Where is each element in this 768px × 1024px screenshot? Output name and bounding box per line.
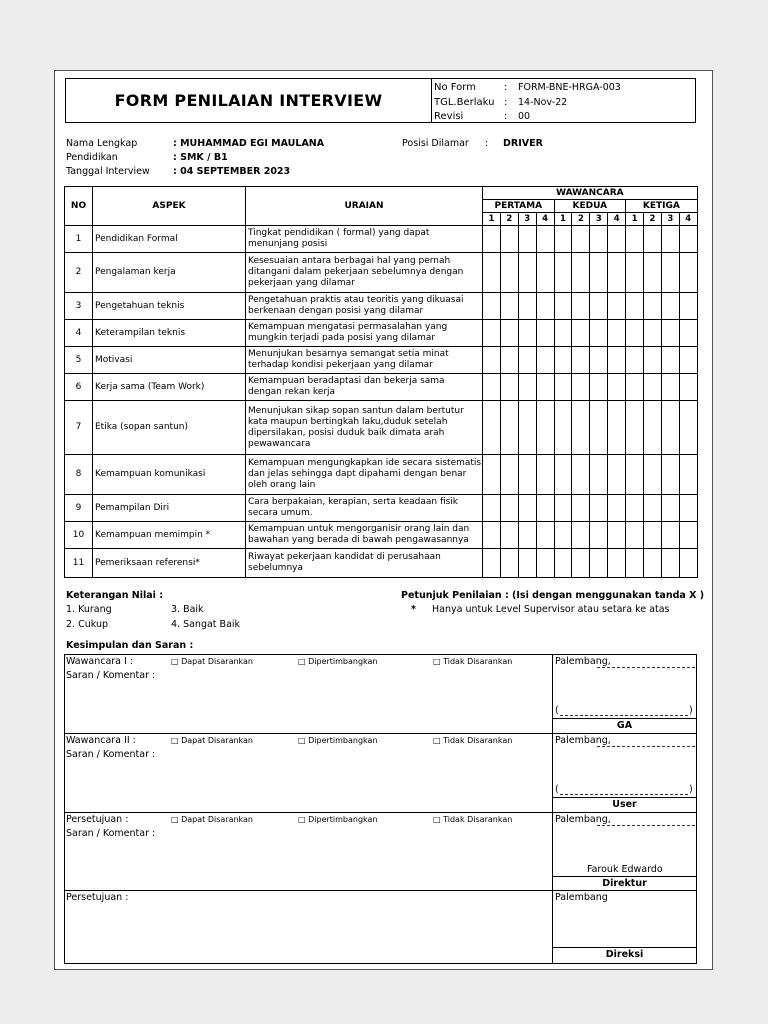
score-cell[interactable] [554, 522, 572, 549]
score-cell[interactable] [644, 522, 662, 549]
score-cell[interactable] [679, 320, 697, 347]
score-cell[interactable] [679, 226, 697, 253]
score-cell[interactable] [518, 401, 536, 455]
uraian-line: sebelumnya [248, 563, 303, 573]
meta-sep: : [504, 97, 508, 108]
legend-item-cukup: 2. Cukup [66, 619, 108, 630]
score-col-header: 2 [500, 213, 518, 226]
score-cell[interactable] [483, 401, 501, 455]
meta-value-no-form: FORM-BNE-HRGA-003 [518, 82, 621, 93]
score-cell[interactable] [626, 374, 644, 401]
score-cell[interactable] [483, 226, 501, 253]
uraian-line: Kemampuan mengatasi permasalahan yang [248, 322, 448, 332]
date-value: : 04 SEPTEMBER 2023 [173, 166, 291, 177]
uraian-line: Menunjukan sikap sopan santun dalam bertutur [248, 405, 464, 416]
role-direktur: Direktur [602, 878, 647, 889]
score-cell[interactable] [590, 374, 608, 401]
score-col-header: 2 [644, 213, 662, 226]
meta-value-revisi: 00 [518, 111, 531, 122]
uraian-line: mungkin terjadi pada posisi yang dilamar [248, 333, 436, 343]
score-cell[interactable] [500, 522, 518, 549]
score-cell[interactable] [661, 253, 679, 293]
row-no: 1 [65, 226, 93, 253]
option-tidak-disarankan[interactable]: □ Tidak Disarankan [433, 736, 513, 745]
score-cell[interactable] [518, 495, 536, 522]
score-cell[interactable] [536, 401, 554, 455]
paren-close: ) [689, 705, 693, 716]
score-cell[interactable] [679, 401, 697, 455]
score-cell[interactable] [679, 495, 697, 522]
score-cell[interactable] [661, 320, 679, 347]
row-aspek: Motivasi [93, 347, 246, 374]
score-cell[interactable] [608, 374, 626, 401]
score-cell[interactable] [644, 549, 662, 578]
score-cell[interactable] [483, 293, 501, 320]
score-cell[interactable] [644, 320, 662, 347]
score-cell[interactable] [500, 293, 518, 320]
meta-sep: : [504, 111, 508, 122]
col-aspek-header: ASPEK [93, 187, 246, 226]
paren-open: ( [555, 784, 559, 795]
score-col-header: 4 [679, 213, 697, 226]
form-title [65, 78, 432, 123]
table-row [65, 495, 698, 522]
signature-line [560, 794, 688, 795]
score-cell[interactable] [590, 549, 608, 578]
round-ketiga-header: KETIGA [626, 200, 698, 213]
position-value: DRIVER [503, 138, 543, 149]
score-cell[interactable] [536, 293, 554, 320]
score-cell[interactable] [572, 455, 590, 495]
note-star: * [411, 604, 416, 615]
score-cell[interactable] [608, 522, 626, 549]
section-label-wawancara-2: Wawancara II : [66, 735, 136, 746]
row-uraian [246, 455, 483, 495]
row-no: 3 [65, 293, 93, 320]
score-cell[interactable] [661, 226, 679, 253]
score-cell[interactable] [572, 401, 590, 455]
score-cell[interactable] [518, 253, 536, 293]
score-cell[interactable] [679, 455, 697, 495]
score-cell[interactable] [554, 495, 572, 522]
score-cell[interactable] [500, 401, 518, 455]
score-cell[interactable] [679, 253, 697, 293]
option-dipertimbangkan[interactable]: □ Dipertimbangkan [298, 815, 378, 824]
place-date: Palembang, [555, 656, 611, 667]
score-cell[interactable] [500, 495, 518, 522]
row-no: 5 [65, 347, 93, 374]
uraian-line: Kesesuaian antara berbagai hal yang pernah [248, 256, 451, 266]
date-line [597, 746, 695, 747]
saran-label: Saran / Komentar : [66, 670, 156, 681]
row-aspek: Pengetahuan teknis [93, 293, 246, 320]
row-no: 2 [65, 253, 93, 293]
score-col-header: 3 [661, 213, 679, 226]
score-cell[interactable] [518, 226, 536, 253]
score-cell[interactable] [608, 455, 626, 495]
uraian-line: dan jelas sehingga dapt dipahami dengan benar [248, 469, 467, 479]
row-no: 8 [65, 455, 93, 495]
score-cell[interactable] [500, 549, 518, 578]
score-cell[interactable] [661, 549, 679, 578]
score-cell[interactable] [572, 549, 590, 578]
form-title-text: FORM PENILAIAN INTERVIEW [114, 91, 383, 110]
score-cell[interactable] [626, 347, 644, 374]
round-kedua-header: KEDUA [554, 200, 626, 213]
table-row [65, 226, 698, 253]
row-aspek: Keterampilan teknis [93, 320, 246, 347]
table-row [65, 293, 698, 320]
score-cell[interactable] [572, 495, 590, 522]
score-cell[interactable] [661, 455, 679, 495]
education-value: : SMK / B1 [173, 152, 228, 163]
score-cell[interactable] [626, 401, 644, 455]
name-value: : MUHAMMAD EGI MAULANA [173, 138, 325, 149]
uraian-line: pewawancara [248, 438, 311, 449]
paren-close: ) [689, 784, 693, 795]
row-uraian [246, 293, 483, 320]
legend-item-baik: 3. Baik [171, 604, 204, 615]
row-aspek: Etika (sopan santun) [93, 401, 246, 455]
section-divider [64, 733, 697, 734]
row-uraian [246, 253, 483, 293]
uraian-line: Kemampuan mengungkapkan ide secara sistematis [248, 458, 482, 468]
score-cell[interactable] [572, 293, 590, 320]
conclusion-title: Kesimpulan dan Saran : [66, 640, 194, 651]
table-row [65, 320, 698, 347]
score-cell[interactable] [608, 549, 626, 578]
col-no-header: NO [65, 187, 93, 226]
score-cell[interactable] [590, 495, 608, 522]
section-label-wawancara-1: Wawancara I : [66, 656, 134, 667]
score-cell[interactable] [590, 522, 608, 549]
role-divider [552, 876, 697, 877]
uraian-line: oleh orang lain [248, 480, 316, 490]
date-label: Tanggal Interview [66, 166, 150, 177]
score-cell[interactable] [500, 226, 518, 253]
score-cell[interactable] [500, 253, 518, 293]
score-cell[interactable] [518, 293, 536, 320]
score-cell[interactable] [554, 347, 572, 374]
row-uraian [246, 347, 483, 374]
score-cell[interactable] [536, 522, 554, 549]
score-cell[interactable] [518, 455, 536, 495]
option-tidak-disarankan[interactable]: □ Tidak Disarankan [433, 815, 513, 824]
score-cell[interactable] [572, 320, 590, 347]
uraian-line: menunjang posisi [248, 239, 328, 249]
score-cell[interactable] [626, 455, 644, 495]
uraian-line: bawahan yang berada di bawah pengawasannya [248, 535, 469, 545]
meta-label-no-form: No Form [434, 82, 476, 93]
score-cell[interactable] [608, 253, 626, 293]
score-cell[interactable] [554, 320, 572, 347]
score-cell[interactable] [608, 293, 626, 320]
score-cell[interactable] [572, 522, 590, 549]
score-cell[interactable] [661, 293, 679, 320]
score-cell[interactable] [572, 253, 590, 293]
legend-title: Keterangan Nilai : [66, 590, 163, 601]
row-uraian [246, 549, 483, 578]
option-dipertimbangkan[interactable]: □ Dipertimbangkan [298, 657, 378, 666]
score-cell[interactable] [572, 347, 590, 374]
score-cell[interactable] [644, 401, 662, 455]
score-col-header: 1 [483, 213, 501, 226]
score-cell[interactable] [536, 347, 554, 374]
row-uraian [246, 401, 483, 455]
score-cell[interactable] [590, 401, 608, 455]
option-dipertimbangkan[interactable]: □ Dipertimbangkan [298, 736, 378, 745]
role-direksi: Direksi [605, 949, 644, 960]
score-col-header: 1 [554, 213, 572, 226]
score-cell[interactable] [590, 455, 608, 495]
uraian-line: Cara berpakaian, kerapian, serta keadaan fisik [248, 497, 459, 507]
score-col-header: 4 [536, 213, 554, 226]
place-date: Palembang, [555, 814, 611, 825]
uraian-line: kata maupun bertingkah laku,duduk setelah [248, 416, 448, 427]
score-cell[interactable] [608, 320, 626, 347]
row-aspek: Kemampuan memimpin * [93, 522, 246, 549]
score-cell[interactable] [483, 522, 501, 549]
score-cell[interactable] [483, 495, 501, 522]
row-no: 7 [65, 401, 93, 455]
score-cell[interactable] [626, 522, 644, 549]
score-cell[interactable] [644, 455, 662, 495]
score-cell[interactable] [590, 293, 608, 320]
uraian-line: Pengetahuan praktis atau teoritis yang dikuasai [248, 295, 464, 305]
score-cell[interactable] [644, 293, 662, 320]
meta-label-tgl-berlaku: TGL.Berlaku [434, 97, 495, 108]
uraian-line: secara umum. [248, 508, 313, 518]
score-cell[interactable] [572, 226, 590, 253]
uraian-line: Kemampuan untuk mengorganisir orang lain dan [248, 524, 470, 534]
petunjuk-text: Petunjuk Penilaian : (Isi dengan menggunakan tanda X ) [401, 590, 705, 601]
score-cell[interactable] [661, 495, 679, 522]
uraian-line: Tingkat pendidikan ( formal) yang dapat [248, 228, 430, 238]
score-cell[interactable] [608, 401, 626, 455]
score-cell[interactable] [608, 226, 626, 253]
option-dapat-disarankan[interactable]: □ Dapat Disarankan [171, 815, 254, 824]
score-cell[interactable] [679, 293, 697, 320]
legend-item-sangat-baik: 4. Sangat Baik [171, 619, 241, 630]
score-cell[interactable] [483, 347, 501, 374]
place-date: Palembang [555, 892, 608, 903]
score-cell[interactable] [661, 347, 679, 374]
score-cell[interactable] [644, 347, 662, 374]
score-col-header: 3 [518, 213, 536, 226]
score-cell[interactable] [483, 374, 501, 401]
score-cell[interactable] [644, 226, 662, 253]
score-cell[interactable] [536, 455, 554, 495]
signer-name: Farouk Edwardo [587, 864, 663, 875]
score-cell[interactable] [500, 455, 518, 495]
section-divider [64, 890, 697, 891]
score-cell[interactable] [483, 253, 501, 293]
score-cell[interactable] [483, 320, 501, 347]
score-cell[interactable] [626, 320, 644, 347]
score-cell[interactable] [500, 320, 518, 347]
table-row [65, 374, 698, 401]
score-cell[interactable] [483, 549, 501, 578]
row-aspek: Kerja sama (Team Work) [93, 374, 246, 401]
score-col-header: 3 [590, 213, 608, 226]
option-dapat-disarankan[interactable]: □ Dapat Disarankan [171, 657, 254, 666]
uraian-line: dengan rekan kerja [248, 387, 336, 397]
score-cell[interactable] [679, 347, 697, 374]
uraian-line: dipersilakan, posisi duduk baik dimata arah [248, 427, 445, 438]
role-divider [552, 718, 697, 719]
uraian-line: Kemampuan beradaptasi dan bekerja sama [248, 376, 445, 386]
position-sep: : [485, 138, 489, 149]
form-page [54, 70, 713, 970]
score-cell[interactable] [661, 401, 679, 455]
row-aspek: Pemeriksaan referensi* [93, 549, 246, 578]
uraian-line: terhadap kondisi pekerjaan yang dilamar [248, 360, 433, 370]
score-cell[interactable] [626, 293, 644, 320]
meta-value-tgl-berlaku: 14-Nov-22 [518, 97, 568, 108]
score-cell[interactable] [590, 226, 608, 253]
table-row [65, 455, 698, 495]
score-cell[interactable] [644, 495, 662, 522]
uraian-line: ditangani dalam pekerjaan sebelumnya dengan [248, 267, 464, 277]
position-label: Posisi Dilamar [402, 138, 469, 149]
score-cell[interactable] [536, 549, 554, 578]
form-meta-box [431, 78, 696, 123]
section-label-persetujuan: Persetujuan : [66, 814, 129, 825]
score-cell[interactable] [518, 347, 536, 374]
score-cell[interactable] [608, 495, 626, 522]
score-cell[interactable] [590, 320, 608, 347]
score-col-header: 1 [626, 213, 644, 226]
score-cell[interactable] [500, 347, 518, 374]
row-no: 6 [65, 374, 93, 401]
score-cell[interactable] [679, 374, 697, 401]
section-label-persetujuan-direksi: Persetujuan : [66, 892, 129, 903]
table-row [65, 401, 698, 455]
date-line [597, 667, 695, 668]
row-aspek: Pengalaman kerja [93, 253, 246, 293]
table-row [65, 347, 698, 374]
assessment-table [64, 186, 698, 578]
row-no: 11 [65, 549, 93, 578]
score-cell[interactable] [661, 374, 679, 401]
round-pertama-header: PERTAMA [483, 200, 555, 213]
education-label: Pendidikan [66, 152, 118, 163]
score-cell[interactable] [518, 522, 536, 549]
row-aspek: Pemampilan Diri [93, 495, 246, 522]
row-uraian [246, 522, 483, 549]
row-uraian [246, 374, 483, 401]
score-cell[interactable] [679, 522, 697, 549]
uraian-line: berkenaan dengan posisi yang dilamar [248, 306, 424, 316]
score-cell[interactable] [554, 401, 572, 455]
saran-label: Saran / Komentar : [66, 749, 156, 760]
score-cell[interactable] [554, 455, 572, 495]
uraian-line: Menunjukan besarnya semangat setia minat [248, 349, 449, 359]
option-tidak-disarankan[interactable]: □ Tidak Disarankan [433, 657, 513, 666]
score-cell[interactable] [572, 374, 590, 401]
role-ga: GA [616, 720, 633, 731]
score-cell[interactable] [590, 347, 608, 374]
score-cell[interactable] [626, 253, 644, 293]
row-uraian [246, 320, 483, 347]
place-date: Palembang, [555, 735, 611, 746]
score-cell[interactable] [483, 455, 501, 495]
note-text: Hanya untuk Level Supervisor atau setara ke atas [432, 604, 670, 615]
score-cell[interactable] [644, 253, 662, 293]
name-label: Nama Lengkap [66, 138, 138, 149]
meta-label-revisi: Revisi [434, 111, 464, 122]
row-uraian [246, 226, 483, 253]
row-no: 4 [65, 320, 93, 347]
score-cell[interactable] [679, 549, 697, 578]
role-divider [552, 797, 697, 798]
score-col-header: 2 [572, 213, 590, 226]
score-cell[interactable] [554, 549, 572, 578]
section-divider [64, 812, 697, 813]
table-row [65, 522, 698, 549]
signature-line [560, 715, 688, 716]
score-cell[interactable] [644, 374, 662, 401]
uraian-line: pekerjaan yang dilamar [248, 278, 355, 288]
score-cell[interactable] [626, 495, 644, 522]
option-dapat-disarankan[interactable]: □ Dapat Disarankan [171, 736, 254, 745]
row-uraian [246, 495, 483, 522]
score-cell[interactable] [536, 320, 554, 347]
score-cell[interactable] [518, 320, 536, 347]
meta-sep: : [504, 82, 508, 93]
score-cell[interactable] [608, 347, 626, 374]
date-line [597, 825, 695, 826]
score-cell[interactable] [554, 374, 572, 401]
saran-label: Saran / Komentar : [66, 828, 156, 839]
score-cell[interactable] [536, 374, 554, 401]
row-no: 10 [65, 522, 93, 549]
score-cell[interactable] [536, 253, 554, 293]
score-cell[interactable] [661, 522, 679, 549]
uraian-line: Riwayat pekerjaan kandidat di perusahaan [248, 552, 441, 562]
table-row [65, 253, 698, 293]
score-cell[interactable] [626, 549, 644, 578]
paren-open: ( [555, 705, 559, 716]
score-cell[interactable] [518, 549, 536, 578]
col-uraian-header: URAIAN [246, 187, 483, 226]
row-no: 9 [65, 495, 93, 522]
score-cell[interactable] [554, 293, 572, 320]
score-cell[interactable] [554, 253, 572, 293]
score-cell[interactable] [536, 226, 554, 253]
score-cell[interactable] [518, 374, 536, 401]
score-col-header: 4 [608, 213, 626, 226]
score-cell[interactable] [590, 253, 608, 293]
legend-item-kurang: 1. Kurang [66, 604, 112, 615]
role-user: User [612, 799, 637, 810]
score-cell[interactable] [554, 226, 572, 253]
score-cell[interactable] [536, 495, 554, 522]
table-row [65, 549, 698, 578]
role-divider [552, 947, 697, 948]
score-cell[interactable] [626, 226, 644, 253]
row-aspek: Pendidikan Formal [93, 226, 246, 253]
col-wawancara-header: WAWANCARA [483, 187, 698, 200]
score-cell[interactable] [500, 374, 518, 401]
row-aspek: Kemampuan komunikasi [93, 455, 246, 495]
